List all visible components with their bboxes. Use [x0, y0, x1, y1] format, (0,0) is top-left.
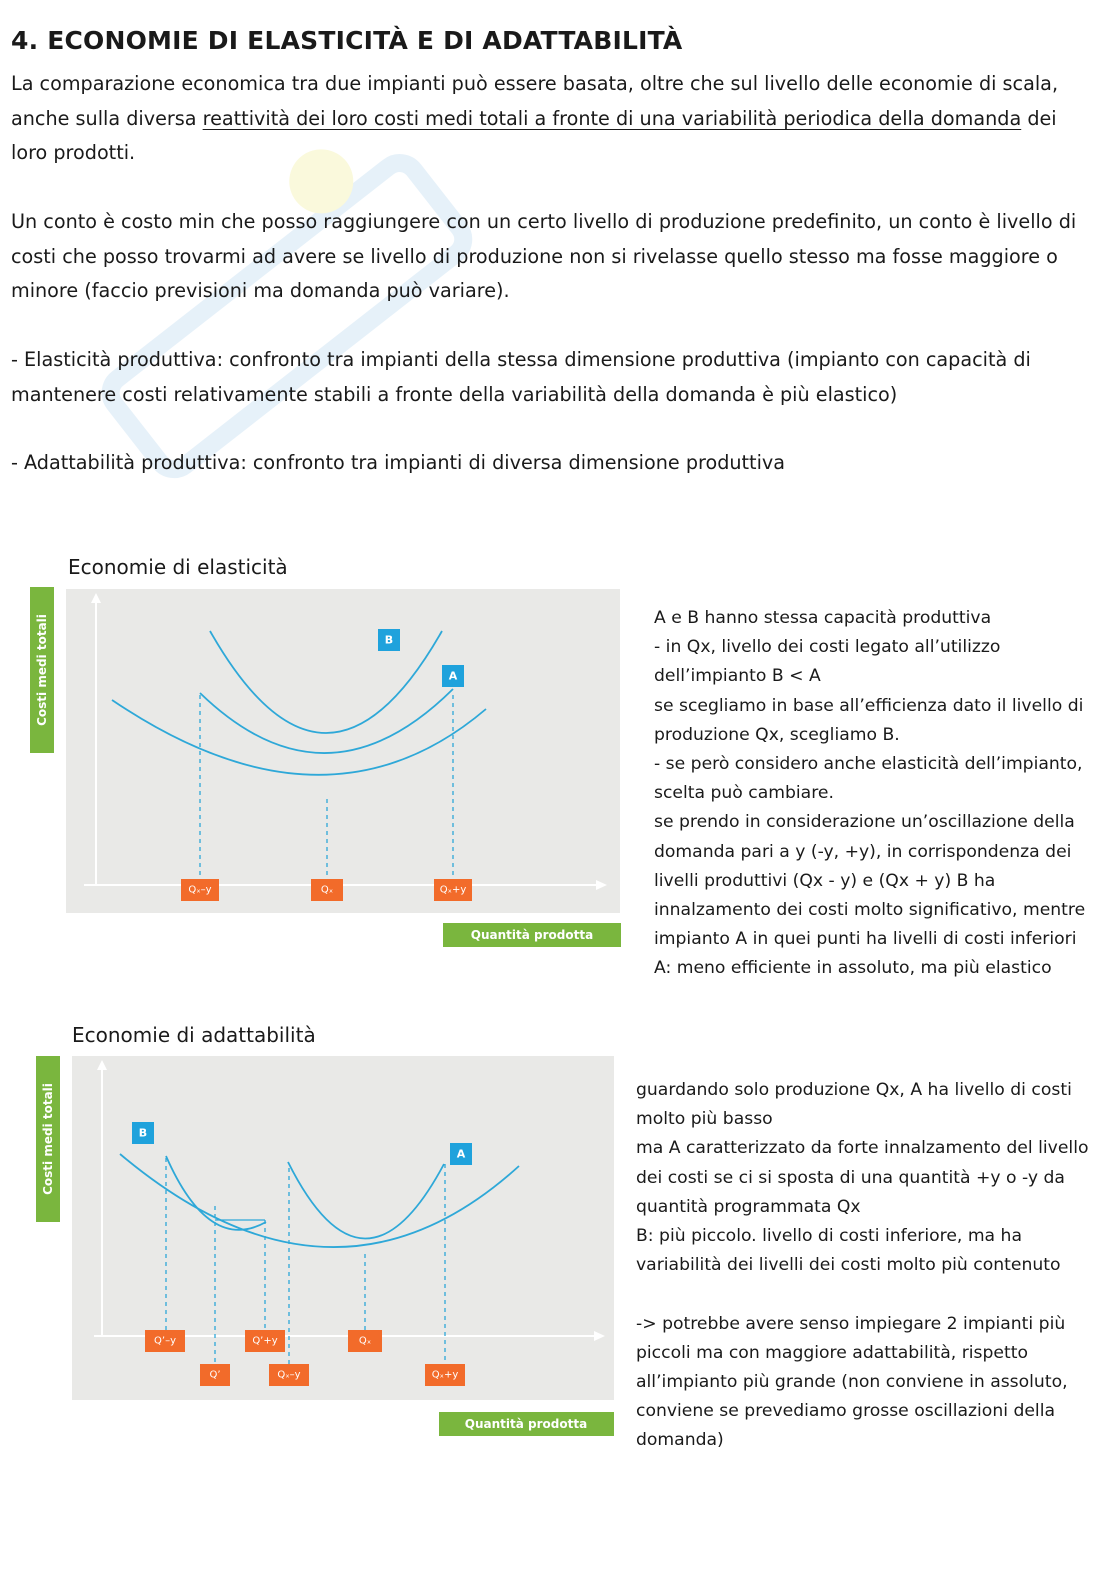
chart2-xlabel: Quantità prodotta — [464, 1417, 588, 1431]
chart1-xlabel: Quantità prodotta — [470, 928, 594, 942]
chart1-note: - se però considero anche elasticità dell’impianto, scelta può cambiare. — [654, 754, 1083, 804]
chart1-tag-a-label: A — [448, 669, 458, 683]
chart2-tag-a-label: A — [456, 1147, 466, 1161]
bullet-adattabilita: - Adattabilità produttiva: confronto tra impianti di diversa dimensione produttiva — [11, 451, 786, 474]
chart2-marker-qx-minus-y-label: Qₓ–y — [277, 1369, 301, 1381]
chart2-adattabilita — [34, 1054, 634, 1444]
chart2-note: guardando solo produzione Qx, A ha livello di costi molto più basso — [636, 1080, 1072, 1130]
paragraph-2: Un conto è costo min che posso raggiungere con un certo livello di produzione predefinito, un conto è livello di costi che posso trovarmi ad avere se livello di produzione non si rivelasse quello stesso ma fosse maggiore o minore (faccio previsioni ma domanda può variare). — [11, 210, 1077, 302]
chart1-note: A: meno efficiente in assoluto, ma più elastico — [654, 958, 1052, 979]
chart2-marker-q1-minus-y-label: Q’–y — [154, 1335, 176, 1347]
chart1-marker-qx-minus-y-label: Qₓ–y — [188, 884, 212, 896]
chart1-marker-qx-plus-y-label: Qₓ+y — [439, 884, 467, 896]
chart1-marker-qx-label: Qₓ — [320, 884, 334, 896]
chart2-note: B: più piccolo. livello di costi inferiore, ma ha variabilità dei livelli dei costi molto più contenuto — [636, 1226, 1061, 1276]
chart1-note: se scegliamo in base all’efficienza dato il livello di produzione Qx, scegliamo B. — [654, 695, 1084, 745]
chart2-note: -> potrebbe avere senso impiegare 2 impianti più piccoli ma con maggiore adattabilità, rispetto all’impianto più grande (non conviene in assoluto, conviene se prevediamo grosse oscillazioni della domanda) — [636, 1313, 1068, 1451]
chart2-note-spacer — [636, 1280, 1096, 1309]
chart1-notes — [654, 604, 1094, 984]
chart2-notes — [636, 1076, 1096, 1456]
chart1-note: - in Qx, livello dei costi legato all’utilizzo dell’impianto B < A — [654, 637, 1001, 687]
underlined-phrase: reattività dei loro costi medi totali a fronte di una variabilità periodica della domanda — [202, 106, 1022, 130]
chart1-elasticita — [26, 585, 626, 955]
chart2-marker-q1-label: Q’ — [209, 1369, 221, 1381]
chart1-note: A e B hanno stessa capacità produttiva — [654, 608, 992, 628]
chart1-ylabel: Costi medi totali — [35, 614, 49, 726]
chart2-marker-qx-label: Qₓ — [358, 1335, 372, 1347]
intro-paragraph: La comparazione economica tra due impianti può essere basata, oltre che sul livello delle economie di scala, anche sulla diversa reattività dei loro costi medi totali a fronte di una variabilità periodica della domanda dei loro prodotti. — [11, 72, 1059, 164]
chart1-heading: Economie di elasticità — [68, 555, 288, 579]
bullet-elasticita: - Elasticità produttiva: confronto tra impianti della stessa dimensione produttiva (impianto con capacità di mantenere costi relativamente stabili a fronte della variabilità della domanda è più elastico) — [11, 348, 1031, 406]
chart2-ylabel: Costi medi totali — [41, 1083, 55, 1195]
chart1-tag-b-label: B — [384, 633, 394, 647]
chart2-note: ma A caratterizzato da forte innalzamento del livello dei costi se ci si sposta di una quantità +y o -y da quantità programmata Qx — [636, 1138, 1089, 1217]
chart2-marker-qx-plus-y-label: Qₓ+y — [431, 1369, 459, 1381]
chart2-marker-q1-plus-y-label: Q’+y — [252, 1335, 278, 1347]
chart2-tag-b-label: B — [138, 1126, 148, 1140]
page-title: 4. ECONOMIE DI ELASTICITÀ E DI ADATTABILITÀ — [11, 26, 683, 55]
chart1-note: se prendo in considerazione un’oscillazione della domanda pari a y (-y, +y), in corrispondenza dei livelli produttivi (Qx - y) e (Qx + y) B ha innalzamento dei costi molto significativo, mentre impianto A in quei punti ha livelli di costi inferiori — [654, 812, 1086, 950]
chart2-heading: Economie di adattabilità — [72, 1023, 316, 1047]
